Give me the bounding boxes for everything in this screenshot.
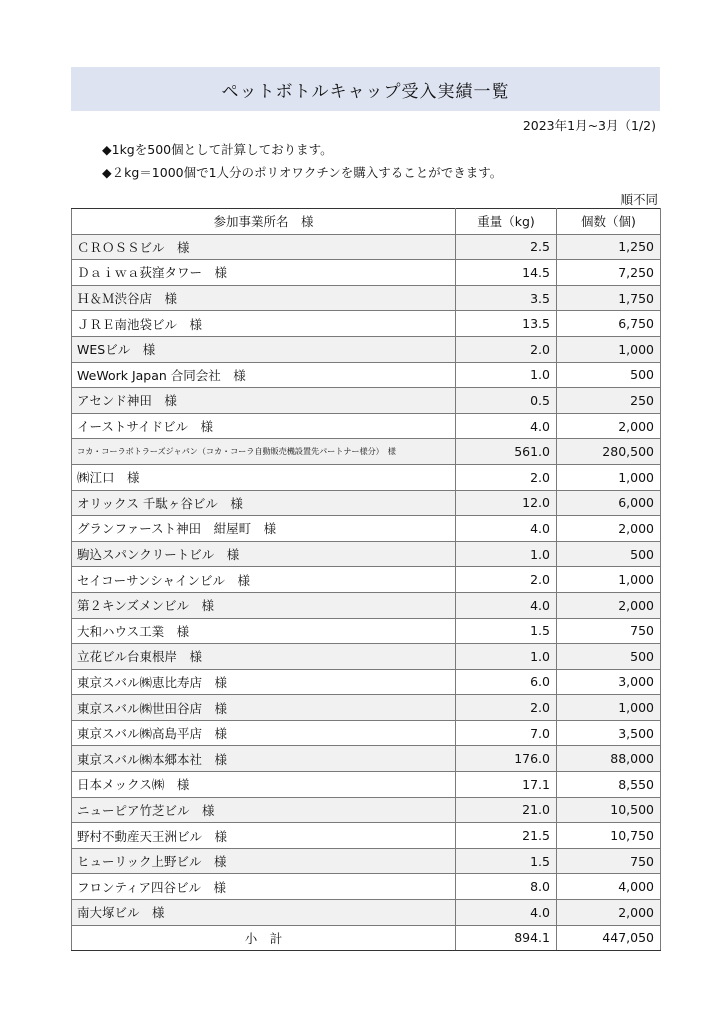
table-row: [72, 413, 661, 439]
business-name-cell: 南大塚ビル 様: [72, 900, 456, 926]
count-cell: 1,000: [557, 695, 661, 721]
note-vaccine: ◆２kg＝1000個で1人分のポリオワクチンを購入することができます。: [102, 165, 503, 180]
header-count: 個数（個): [557, 209, 661, 235]
table-row: [72, 669, 661, 695]
count-cell: 750: [557, 618, 661, 644]
table-row: [72, 848, 661, 874]
business-name-cell: フロンティア四谷ビル 様: [72, 874, 456, 900]
business-name-cell: 野村不動産天王洲ビル 様: [72, 823, 456, 849]
subtotal-weight: 894.1: [456, 925, 557, 951]
table-row: [72, 362, 661, 388]
table-row: [72, 797, 661, 823]
count-cell: 10,500: [557, 797, 661, 823]
count-cell: 1,000: [557, 336, 661, 362]
table-row: [72, 644, 661, 670]
count-cell: 500: [557, 541, 661, 567]
header-weight: 重量（kg): [456, 209, 557, 235]
table-row: [72, 311, 661, 337]
business-name-cell: 東京スバル㈱高島平店 様: [72, 720, 456, 746]
business-name-cell: イーストサイドビル 様: [72, 413, 456, 439]
subtotal-count: 447,050: [557, 925, 661, 951]
weight-cell: 4.0: [456, 900, 557, 926]
count-cell: 6,000: [557, 490, 661, 516]
weight-cell: 561.0: [456, 439, 557, 465]
weight-cell: 176.0: [456, 746, 557, 772]
business-name-cell: 日本メックス㈱ 様: [72, 772, 456, 798]
business-name-cell: 大和ハウス工業 様: [72, 618, 456, 644]
table-row: [72, 720, 661, 746]
table-row: [72, 388, 661, 414]
weight-cell: 7.0: [456, 720, 557, 746]
table-row: [72, 823, 661, 849]
weight-cell: 2.5: [456, 234, 557, 260]
weight-cell: 2.0: [456, 567, 557, 593]
business-name-cell: WeWork Japan 合同会社 様: [72, 362, 456, 388]
weight-cell: 4.0: [456, 592, 557, 618]
count-cell: 2,000: [557, 413, 661, 439]
table-row: [72, 234, 661, 260]
count-cell: 2,000: [557, 516, 661, 542]
count-cell: 750: [557, 848, 661, 874]
weight-cell: 2.0: [456, 695, 557, 721]
business-name-cell: 立花ビル台東根岸 様: [72, 644, 456, 670]
business-name-cell: Ｄａｉｗａ荻窪タワー 様: [72, 260, 456, 286]
table-row: [72, 516, 661, 542]
weight-cell: 1.0: [456, 644, 557, 670]
count-cell: 10,750: [557, 823, 661, 849]
weight-cell: 6.0: [456, 669, 557, 695]
business-name-cell: アセンド神田 様: [72, 388, 456, 414]
table-row: [72, 260, 661, 286]
business-name-cell: WESビル 様: [72, 336, 456, 362]
business-name-cell: ニューピア竹芝ビル 様: [72, 797, 456, 823]
table-row: [72, 490, 661, 516]
business-name-cell: 駒込スパンクリートビル 様: [72, 541, 456, 567]
weight-cell: 1.5: [456, 848, 557, 874]
business-name-cell: 第２キンズメンビル 様: [72, 592, 456, 618]
weight-cell: 0.5: [456, 388, 557, 414]
table-row: [72, 592, 661, 618]
count-cell: 3,000: [557, 669, 661, 695]
table-row: [72, 464, 661, 490]
weight-cell: 8.0: [456, 874, 557, 900]
weight-cell: 1.5: [456, 618, 557, 644]
count-cell: 500: [557, 362, 661, 388]
count-cell: 1,000: [557, 464, 661, 490]
subtotal-row: [72, 925, 661, 951]
period-label: 2023年1月~3月（1/2): [522, 118, 656, 133]
business-name-cell: ㈱江口 様: [72, 464, 456, 490]
count-cell: 500: [557, 644, 661, 670]
count-cell: 280,500: [557, 439, 661, 465]
count-cell: 250: [557, 388, 661, 414]
note-conversion: ◆1kgを500個として計算しております。: [102, 142, 333, 157]
table-row: [72, 285, 661, 311]
document-title-bar: [71, 67, 660, 111]
business-name-cell: Ｈ＆Ｍ渋谷店 様: [72, 285, 456, 311]
weight-cell: 17.1: [456, 772, 557, 798]
document-title: ペットボトルキャップ受入実績一覧: [221, 81, 510, 102]
table-row: [72, 900, 661, 926]
weight-cell: 3.5: [456, 285, 557, 311]
table-row: [72, 695, 661, 721]
table-row: [72, 541, 661, 567]
table-row: [72, 336, 661, 362]
table-row: [72, 567, 661, 593]
business-name-cell: セイコーサンシャインビル 様: [72, 567, 456, 593]
count-cell: 88,000: [557, 746, 661, 772]
weight-cell: 4.0: [456, 516, 557, 542]
weight-cell: 2.0: [456, 336, 557, 362]
count-cell: 4,000: [557, 874, 661, 900]
weight-cell: 1.0: [456, 541, 557, 567]
weight-cell: 21.0: [456, 797, 557, 823]
business-name-cell: ヒューリック上野ビル 様: [72, 848, 456, 874]
order-note: 順不同: [620, 192, 658, 207]
business-name-cell: オリックス 千駄ヶ谷ビル 様: [72, 490, 456, 516]
table-row: [72, 618, 661, 644]
business-name-cell: コカ・コーラボトラーズジャパン（コカ・コーラ自動販売機設置先パートナー様分） 様: [72, 439, 456, 465]
table-row: [72, 874, 661, 900]
count-cell: 1,000: [557, 567, 661, 593]
business-name-cell: ＣＲＯＳＳビル 様: [72, 234, 456, 260]
weight-cell: 13.5: [456, 311, 557, 337]
table-row: [72, 439, 661, 465]
weight-cell: 21.5: [456, 823, 557, 849]
weight-cell: 14.5: [456, 260, 557, 286]
table-row: [72, 772, 661, 798]
table-row: [72, 746, 661, 772]
subtotal-label: 小 計: [72, 925, 456, 951]
table-header-row: [72, 209, 661, 235]
count-cell: 2,000: [557, 900, 661, 926]
count-cell: 1,750: [557, 285, 661, 311]
count-cell: 2,000: [557, 592, 661, 618]
count-cell: 7,250: [557, 260, 661, 286]
business-name-cell: ＪＲＥ南池袋ビル 様: [72, 311, 456, 337]
weight-cell: 12.0: [456, 490, 557, 516]
business-name-cell: 東京スバル㈱本郷本社 様: [72, 746, 456, 772]
business-name-cell: 東京スバル㈱恵比寿店 様: [72, 669, 456, 695]
weight-cell: 1.0: [456, 362, 557, 388]
count-cell: 8,550: [557, 772, 661, 798]
header-business-name: 参加事業所名 様: [72, 209, 456, 235]
business-name-cell: 東京スバル㈱世田谷店 様: [72, 695, 456, 721]
weight-cell: 4.0: [456, 413, 557, 439]
count-cell: 6,750: [557, 311, 661, 337]
weight-cell: 2.0: [456, 464, 557, 490]
count-cell: 1,250: [557, 234, 661, 260]
business-name-cell: グランファースト神田 紺屋町 様: [72, 516, 456, 542]
results-table: [71, 208, 661, 951]
count-cell: 3,500: [557, 720, 661, 746]
